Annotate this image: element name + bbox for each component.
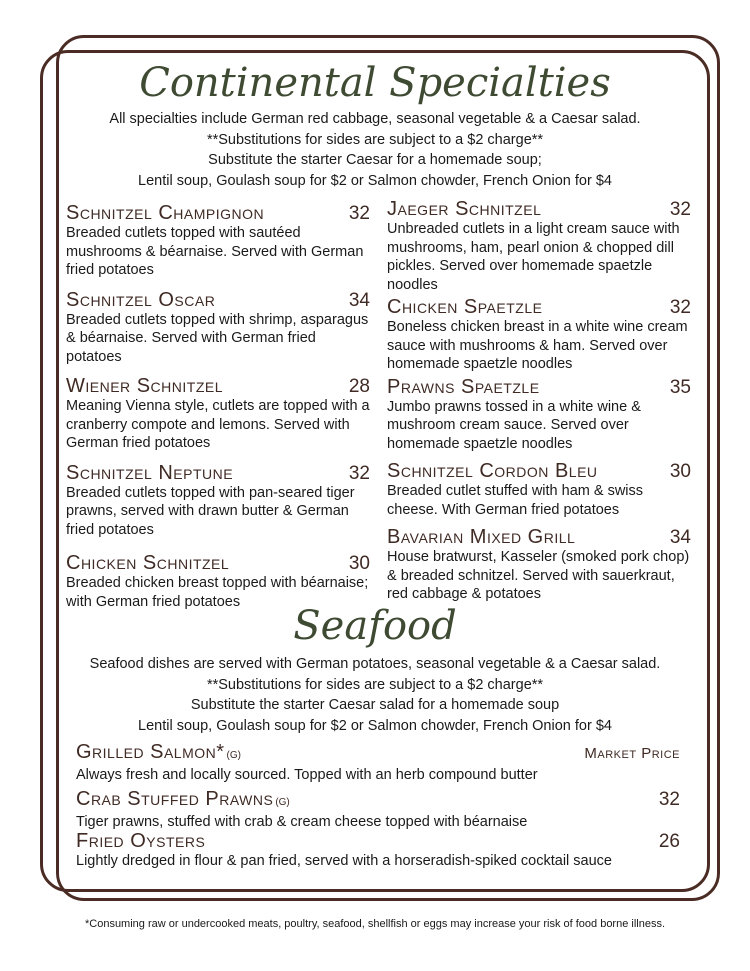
intro-line: Lentil soup, Goulash soup for $2 or Salmon chowder, French Onion for $4 <box>138 717 612 734</box>
item-name: Jaeger Schnitzel <box>387 198 542 220</box>
intro-line: Substitute the starter Caesar salad for a homemade soup <box>190 697 560 713</box>
intro-line: Seafood dishes are served with German potatoes, seasonal vegetable & a Caesar salad. <box>89 656 661 672</box>
menu-item <box>387 461 691 519</box>
item-description: Boneless chicken breast in a white wine cream sauce with mushrooms & ham. Served over homemade spaetzle noodles <box>387 319 688 372</box>
intro-line: **Substitutions for sides are subject to a $2 charge** <box>206 676 544 693</box>
item-description: Unbreaded cutlets in a light cream sauce with mushrooms, ham, pearl onion & chopped dill pickles. Served over homemade spaetzle noodles <box>387 221 680 293</box>
health-footnote: *Consuming raw or undercooked meats, poultry, seafood, shellfish or eggs may increase your risk of food borne illness. <box>84 918 666 930</box>
item-name: Schnitzel Cordon Bleu <box>387 460 598 482</box>
menu-item <box>387 199 691 294</box>
item-description: Jumbo prawns tossed in a white wine & mushroom cream sauce. Served over homemade spaetzle noodles <box>387 398 641 452</box>
gluten-free-tag: (G) <box>275 797 290 808</box>
item-price: 32 <box>348 462 370 484</box>
item-price: 26 <box>658 831 680 852</box>
intro-line: **Substitutions for sides are subject to a $2 charge** <box>206 131 544 148</box>
item-price: 32 <box>348 203 370 224</box>
menu-item <box>66 376 370 453</box>
item-price: 34 <box>348 289 370 311</box>
item-price: 32 <box>669 297 691 318</box>
item-price: 34 <box>669 527 691 548</box>
menu-item <box>66 463 370 540</box>
item-description: Breaded cutlet stuffed with ham & swiss cheese. With German fried potatoes <box>387 483 644 518</box>
item-name: Schnitzel Neptune <box>66 461 234 484</box>
menu-column-left <box>66 203 370 611</box>
item-description: Breaded cutlets topped with pan-seared tiger prawns, served with drawn butter & German fried potatoes <box>66 484 355 538</box>
section-intro-continental <box>0 109 750 191</box>
item-name: Bavarian Mixed Grill <box>387 526 576 548</box>
item-price: Market Price <box>584 745 680 762</box>
menu-item <box>387 377 691 454</box>
item-description: Breaded chicken breast topped with béarnaise; with German fried potatoes <box>66 575 369 610</box>
item-description: Lightly dredged in flour & pan fried, served with a horseradish-spiked cocktail sauce <box>76 853 612 869</box>
menu-item <box>387 297 691 374</box>
intro-line: Substitute the starter Caesar for a homemade soup; <box>208 152 542 168</box>
item-price: 28 <box>348 376 370 397</box>
item-description: Breaded cutlets topped with shrimp, asparagus & béarnaise. Served with German fried potatoes <box>66 311 369 365</box>
item-name: Schnitzel Champignon <box>66 202 265 224</box>
section-title-seafood: Seafood <box>293 603 457 649</box>
seafood-item <box>76 831 680 871</box>
menu-item <box>387 527 691 604</box>
item-name: Crab Stuffed Prawns (G) <box>76 788 290 810</box>
gluten-free-tag: (G) <box>226 750 241 761</box>
menu-column-right <box>387 199 691 604</box>
intro-line: Lentil soup, Goulash soup for $2 or Salmon chowder, French Onion for $4 <box>138 172 612 189</box>
item-price: 35 <box>669 376 691 398</box>
menu-item <box>66 290 370 367</box>
item-price: 32 <box>669 199 691 220</box>
item-description: House bratwurst, Kasseler (smoked pork chop) & breaded schnitzel. Served with sauerkraut, red cabbage & potatoes <box>387 549 690 602</box>
item-price: 30 <box>348 553 370 574</box>
item-description: Breaded cutlets topped with sautéed mushrooms & béarnaise. Served with German fried potatoes <box>66 225 364 278</box>
intro-line: All specialties include German red cabbage, seasonal vegetable & a Caesar salad. <box>109 111 641 127</box>
seafood-item <box>76 789 680 832</box>
seafood-item <box>76 742 680 785</box>
item-description: Tiger prawns, stuffed with crab & cream cheese topped with béarnaise <box>76 814 528 830</box>
item-name: Wiener Schnitzel <box>66 375 224 397</box>
section-title-continental: Continental Specialties <box>139 60 611 106</box>
item-name: Chicken Schnitzel <box>66 552 230 574</box>
menu-item <box>66 203 370 280</box>
item-name: Fried Oysters <box>76 830 206 852</box>
item-price: 32 <box>658 789 680 810</box>
item-name: Prawns Spaetzle <box>387 375 540 398</box>
item-name: Schnitzel Oscar <box>66 288 216 311</box>
item-price: 30 <box>669 461 691 482</box>
item-name: Chicken Spaetzle <box>387 296 543 318</box>
item-name: Grilled Salmon* (G) <box>76 741 241 763</box>
section-intro-seafood <box>0 654 750 736</box>
item-description: Always fresh and locally sourced. Topped with an herb compound butter <box>76 767 538 783</box>
item-description: Meaning Vienna style, cutlets are topped with a cranberry compote and lemons. Served with German fried potatoes <box>66 398 370 451</box>
